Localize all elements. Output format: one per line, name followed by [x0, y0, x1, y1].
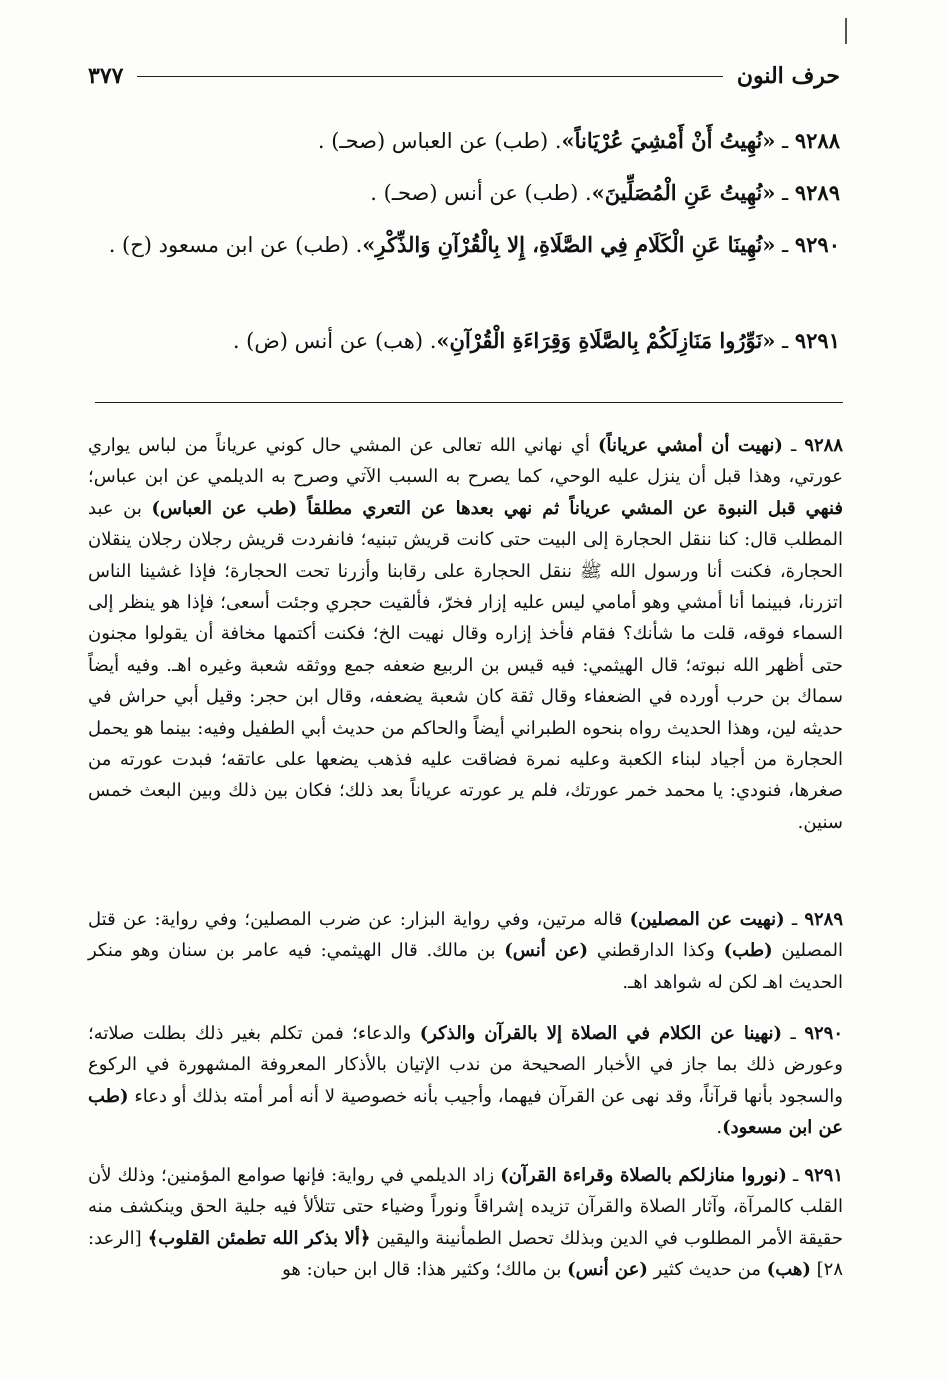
commentary-number: ٩٢٨٨ — [804, 435, 844, 456]
commentary-lemma: (نوروا منازلكم بالصلاة وقراءة القرآن) — [500, 1165, 787, 1186]
hadith-number: ٩٢٨٨ — [794, 128, 840, 153]
section-divider — [95, 402, 843, 403]
commentary-number: ٩٢٩١ — [804, 1165, 844, 1186]
hadith-text: «نُهِينَا عَنِ الْكَلَامِ فِي الصَّلَاةِ، إِلا بِالْقُرْآنِ وَالذِّكْرِ» — [362, 232, 776, 257]
commentary-text: أي نهاني الله تعالى عن المشي حال كوني عرياناً من لباس يواري عورتي، وهذا قبل أن ينزل عليه الوحي، كما يصرح به السبب الآتي وصرح به الديلمي عن ابن عباس؛ — [88, 435, 843, 488]
commentary-text: بن مالك؛ وكثير هذا: قال ابن حبان: هو — [282, 1259, 568, 1281]
scan-mark — [845, 18, 847, 44]
commentary-text: . — [716, 1117, 723, 1139]
hadith-source: . (طب) عن أنس (صحـ) . — [370, 181, 592, 205]
hadith-text: «نَوِّرُوا مَنَازِلَكُمْ بِالصَّلَاةِ وَقِرَاءَةِ الْقُرْآنِ» — [436, 328, 776, 353]
page-number: ٣٧٧ — [88, 63, 124, 89]
commentary-text: والدعاء؛ فمن تكلم بغير ذلك بطلت صلاته؛ وعورض ذلك بما جاز في الأخبار الصحيحة من ندب الإتيان بالأذكار المعروفة المشهورة في الركوع والسجود بأنها قرآناً، وقد نهى عن القرآن فيهما، وأجيب بأنه خصوصية لا أنه أمر أمته بذلك أو دعاء — [88, 1023, 843, 1107]
commentary-bold: (عن أنس) — [567, 1259, 648, 1281]
commentary-text: قاله مرتين، وفي رواية البزار: عن ضرب المصلين؛ وفي رواية: عن قتل المصلين — [88, 909, 844, 962]
running-header — [88, 58, 840, 94]
commentary-bold: (هب) — [766, 1259, 811, 1281]
commentary-lemma: (نهيت أن أمشي عرياناً) — [598, 435, 783, 456]
commentary-bold: (عن أنس) — [504, 940, 589, 962]
commentary-text: من حديث كثير — [647, 1259, 767, 1281]
commentary-entry: ٩٢٨٨ ـ (نهيت أن أمشي عرياناً) أي نهاني الله تعالى عن المشي حال كوني عرياناً من لباس يواري عورتي، وهذا قبل أن ينزل عليه الوحي، كما يصرح به السبب الآتي وصرح به الديلمي عن ابن عباس؛ فنهي قبل النبوة عن المشي عرياناً ثم نهي بعدها عن التعري مطلقاً (طب عن العباس) بن عبد المطلب قال: كنا ننقل الحجارة إلى البيت حتى كانت قريش تبنيه؛ فانفردت قريش رجلان رجلان ينقلان الحجارة، فكنت أنا ورسول الله ﷺ ننقل الحجارة على رقابنا وأزرنا تحت الحجارة؛ فإذا غشينا الناس اتزرنا، فبينما أنا أمشي وهو أمامي ليس عليه إزار فخرّ، فألقيت حجري وجئت أسعى؛ فإذا هو ينظر إلى السماء فوقه، قلت ما شأنك؟ فقام فأخذ إزاره وقال نهيت الخ؛ فكنت أكتمها مخافة أن يقولوا مجنون حتى أظهر الله نبوته؛ قال الهيثمي: فيه قيس بن الربيع ضعفه جمع ووثقه شعبة وغيره اهـ. وفيه أيضاً سماك بن حرب أورده في الضعفاء وقال ثقة كان شعبة يضعفه، وقال ابن حجر: وقيل أبي حراش في حديثه لين، وهذا الحديث رواه بنحوه الطبراني أيضاً والحاكم من حديث أبي الطفيل وفيه: بينما هو يحمل الحجارة من أجياد لبناء الكعبة وعليه نمرة فضاقت عليه فذهب يضعها على عاتقه؛ فبدت عورته من صغرها، فنودي: يا محمد خمر عورتك، فلم ير عورته عرياناً بعد ذلك؛ فكان بين ذلك وبين البعث خمس سنين. — [88, 435, 844, 833]
commentary-number: ٩٢٨٩ — [804, 909, 844, 930]
hadith-source: . (طب) عن العباس (صحـ) . — [317, 129, 562, 153]
commentary-bold: (طب عن ابن مسعود) — [88, 1085, 843, 1139]
commentary-entry: ٩٢٩١ ـ (نوروا منازلكم بالصلاة وقراءة القرآن) زاد الديلمي في رواية: فإنها صوامع المؤمنين؛ وذلك لأن القلب كالمرآة، وآثار الصلاة والقرآن تزيده إشراقاً ونوراً وضياء حتى تتلألأ فيه جلية الحق وينكشف منه حقيقة الأمر المطلوب في الدين وبذلك تحصل الطمأنينة واليقين ﴿ألا بذكر الله تطمئن القلوب﴾ [الرعد: ٢٨] (هب) من حديث كثير (عن أنس) بن مالك؛ وكثير هذا: قال ابن حبان: هو — [88, 1165, 844, 1281]
commentary-text: بن مالك. قال الهيثمي: فيه عامر بن سنان وهو منكر الحديث اهـ لكن له شواهد اهـ. — [88, 940, 843, 993]
hadith-text: «نُهِيتُ أَنْ أَمْشِيَ عُرْيَاناً» — [561, 128, 776, 153]
commentary-entry: ٩٢٩٠ ـ (نهينا عن الكلام في الصلاة إلا بالقرآن والذكر) والدعاء؛ فمن تكلم بغير ذلك بطلت صلاته؛ وعورض ذلك بما جاز في الأخبار الصحيحة من ندب الإتيان بالأذكار المعروفة المشهورة في الركوع والسجود بأنها قرآناً، وقد نهى عن القرآن فيهما، وأجيب بأنه خصوصية لا أنه أمر أمته بذلك أو دعاء (طب عن ابن مسعود). — [88, 1023, 844, 1139]
hadith-number: ٩٢٩١ — [794, 328, 840, 353]
commentary-text: [الرعد: ٢٨] — [88, 1227, 843, 1281]
commentary-bold: ﴿ألا بذكر الله تطمئن القلوب﴾ — [147, 1227, 371, 1249]
hadith-entry: ٩٢٩٠ ـ «نُهِينَا عَنِ الْكَلَامِ فِي الصَّلَاةِ، إِلا بِالْقُرْآنِ وَالذِّكْرِ». (طب) عن ابن مسعود (ح) . — [108, 232, 840, 257]
commentary-bold: فنهي قبل النبوة عن المشي عرياناً ثم نهي بعدها عن التعري مطلقاً (طب عن العباس) — [151, 497, 843, 519]
hadith-entry: ٩٢٩١ ـ «نَوِّرُوا مَنَازِلَكُمْ بِالصَّلَاةِ وَقِرَاءَةِ الْقُرْآنِ». (هب) عن أنس (ض) . — [232, 328, 840, 353]
commentary-text: بن عبد المطلب قال: كنا ننقل الحجارة إلى البيت حتى كانت قريش تبنيه؛ فانفردت قريش رجلان رجلان ينقلان الحجارة، فكنت أنا ورسول الله ﷺ ننقل الحجارة على رقابنا وأزرنا تحت الحجارة؛ فإذا غشينا الناس اتزرنا، فبينما أنا أمشي وهو أمامي ليس عليه إزار فخرّ، فألقيت حجري وجئت أسعى؛ فإذا هو ينظر إلى السماء فوقه، قلت ما شأنك؟ فقام فأخذ إزاره وقال نهيت الخ؛ فكنت أكتمها مخافة أن يقولوا مجنون حتى أظهر الله نبوته؛ قال الهيثمي: فيه قيس بن الربيع ضعفه جمع ووثقه شعبة وغيره اهـ. وفيه أيضاً سماك بن حرب أورده في الضعفاء وقال ثقة كان شعبة يضعفه، وقال ابن حجر: وقيل أبي حراش في حديثه لين، وهذا الحديث رواه بنحوه الطبراني أيضاً والحاكم من حديث أبي الطفيل وفيه: بينما هو يحمل الحجارة من أجياد لبناء الكعبة وعليه نمرة فضاقت عليه فذهب يضعها على عاتقه؛ فبدت عورته من صغرها، فنودي: يا محمد خمر عورتك، فلم ير عورته عرياناً بعد ذلك؛ فكان بين ذلك وبين البعث خمس سنين. — [88, 497, 843, 833]
hadith-source: . (طب) عن ابن مسعود (ح) . — [108, 233, 363, 257]
hadith-source: . (هب) عن أنس (ض) . — [232, 329, 437, 353]
commentary-lemma: (نهينا عن الكلام في الصلاة إلا بالقرآن والذكر) — [419, 1023, 783, 1044]
hadith-entry: ٩٢٨٨ ـ «نُهِيتُ أَنْ أَمْشِيَ عُرْيَاناً». (طب) عن العباس (صحـ) . — [317, 128, 840, 153]
hadith-text: «نُهِيتُ عَنِ الْمُصَلِّينَ» — [591, 180, 776, 205]
commentary-text: وكذا الدارقطني — [588, 940, 724, 962]
hadith-number: ٩٢٩٠ — [794, 232, 840, 257]
hadith-entry: ٩٢٨٩ ـ «نُهِيتُ عَنِ الْمُصَلِّينَ». (طب) عن أنس (صحـ) . — [370, 180, 840, 205]
hadith-number: ٩٢٨٩ — [794, 180, 840, 205]
commentary-entry: ٩٢٨٩ ـ (نهيت عن المصلين) قاله مرتين، وفي رواية البزار: عن ضرب المصلين؛ وفي رواية: عن قتل المصلين (طب) وكذا الدارقطني (عن أنس) بن مالك. قال الهيثمي: فيه عامر بن سنان وهو منكر الحديث اهـ لكن له شواهد اهـ. — [88, 909, 844, 993]
chapter-title: حرف النون — [736, 63, 840, 89]
header-rule — [137, 76, 722, 77]
commentary-text: زاد الديلمي في رواية: فإنها صوامع المؤمنين؛ وذلك لأن القلب كالمرآة، وآثار الصلاة والقرآن تزيده إشراقاً ونوراً وضياء حتى تتلألأ فيه جلية الحق وينكشف منه حقيقة الأمر المطلوب في الدين وبذلك تحصل الطمأنينة واليقين — [88, 1165, 843, 1249]
commentary-bold: (طب) — [723, 940, 773, 962]
commentary-number: ٩٢٩٠ — [804, 1023, 844, 1044]
commentary-lemma: (نهيت عن المصلين) — [629, 909, 785, 930]
